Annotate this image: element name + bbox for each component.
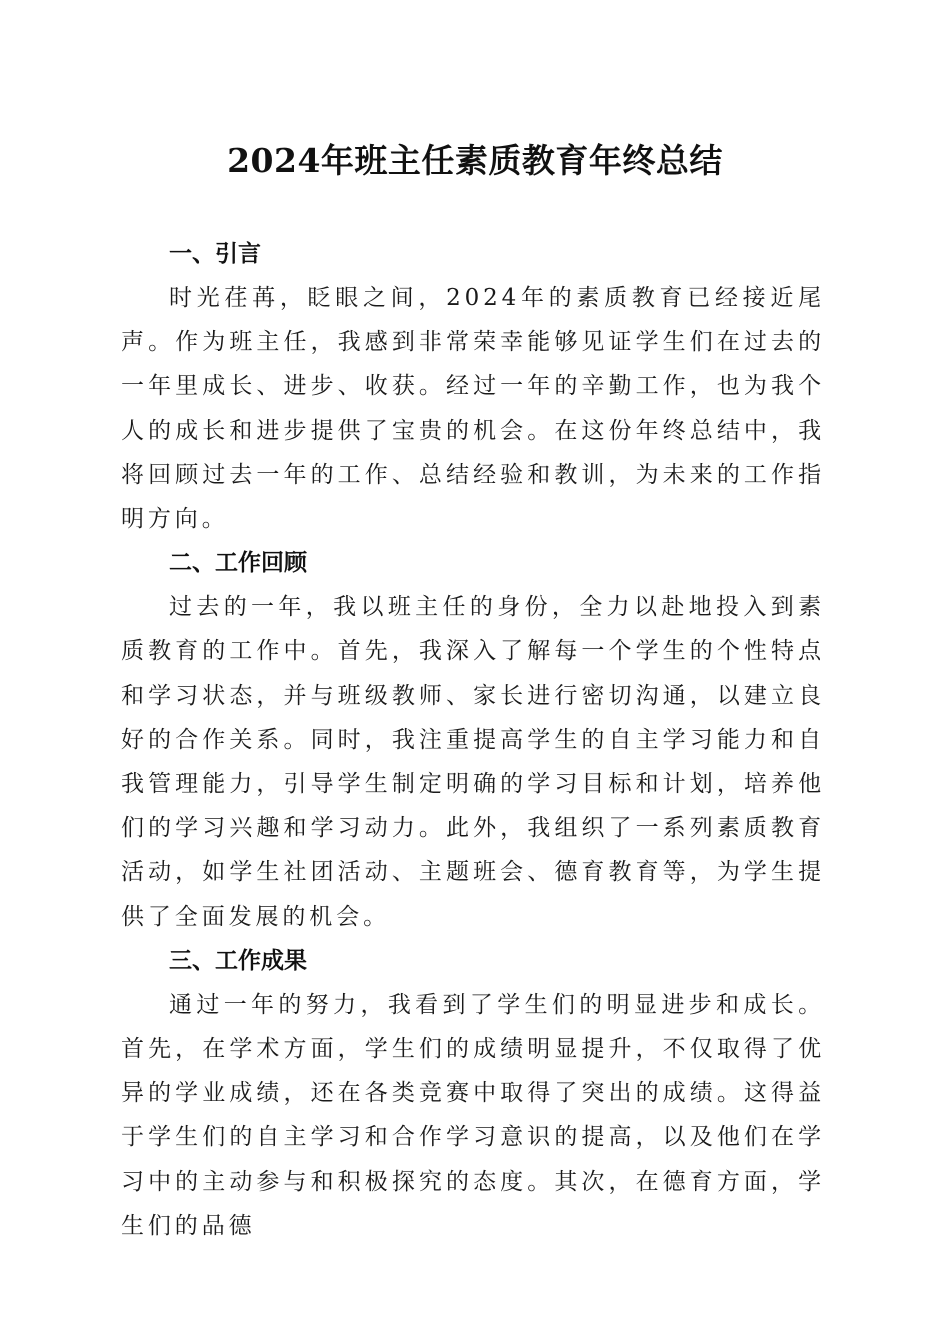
section-heading: 三、工作成果 [169,947,307,974]
section-work-review [121,541,825,939]
section-paragraph: 通过一年的努力，我看到了学生们的明显进步和成长。首先，在学术方面，学生们的成绩明显提升，不仅取得了优异的学业成绩，还在各类竞赛中取得了突出的成绩。这得益于学生们的自主学习和合作学习意识的提高，以及他们在学习中的主动参与和积极探究的态度。其次，在德育方面，学生们的品德 [121,991,825,1239]
document-title: 2024年班主任素质教育年终总结 [227,141,723,180]
section-work-results [121,939,825,1248]
section-introduction [121,232,825,541]
section-heading: 一、引言 [169,241,261,267]
section-heading: 二、工作回顾 [169,550,307,577]
document-body [121,232,825,1248]
section-paragraph: 时光荏苒，眨眼之间，2024年的素质教育已经接近尾声。作为班主任，我感到非常荣幸能够见证学生们在过去的一年里成长、进步、收获。经过一年的辛勤工作，也为我个人的成长和进步提供了宝贵的机会。在这份年终总结中，我将回顾过去一年的工作、总结经验和教训，为未来的工作指明方向。 [121,285,825,533]
section-paragraph: 过去的一年，我以班主任的身份，全力以赴地投入到素质教育的工作中。首先，我深入了解每一个学生的个性特点和学习状态，并与班级教师、家长进行密切沟通，以建立良好的合作关系。同时，我注重提高学生的自主学习能力和自我管理能力，引导学生制定明确的学习目标和计划，培养他们的学习兴趣和学习动力。此外，我组织了一系列素质教育活动，如学生社团活动、主题班会、德育教育等，为学生提供了全面发展的机会。 [121,594,825,930]
